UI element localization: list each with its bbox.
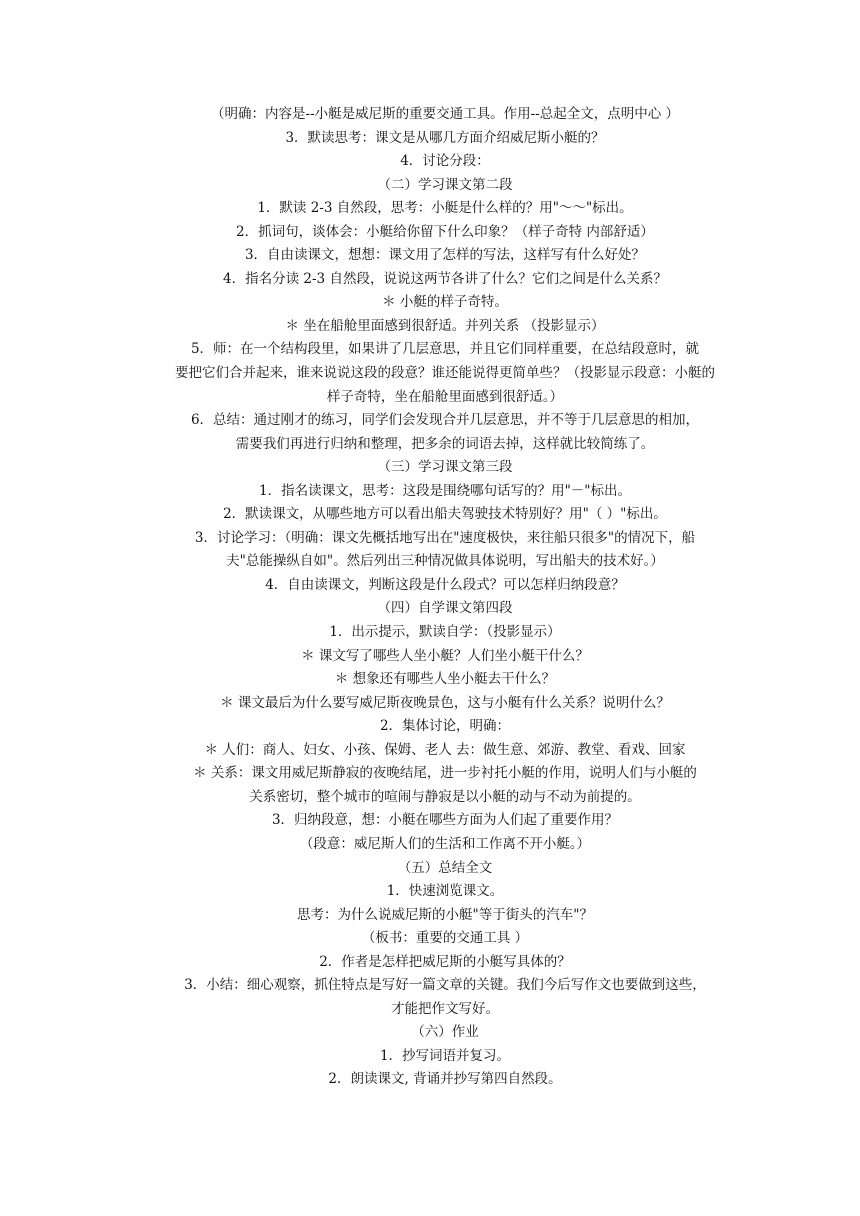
text-line: 4．讨论分段： [400,153,490,170]
text-line: （六）作业 [411,1024,479,1041]
text-line: 2．抓词句，谈体会：小艇给你留下什么印象？（样子奇特 内部舒适） [236,223,654,240]
text-line: 才能把作文写好。 [391,1000,499,1017]
text-line: 思考：为什么说威尼斯的小艇"等于街头的汽车"？ [297,906,593,923]
text-line: 1．快速浏览课文。 [386,883,504,900]
text-line: 3．小结：细心观察，抓住特点是写好一篇文章的关键。我们今后写作文也要做到这些， [184,977,706,994]
text-line: 1．抄写词语并复习。 [379,1047,511,1064]
text-line: 4．指名分读 2-3 自然段，说说这两节各讲了什么？它们之间是什么关系？ [223,270,667,287]
text-line: 样子奇特，坐在船舱里面感到很舒适。） [326,388,564,405]
text-line: 6．总结：通过刚才的练习，同学们会发现合并几层意思，并不等于几层意思的相加， [190,412,700,429]
text-line: ＊ 坐在船舱里面感到很舒适。并列关系 （投影显示） [285,317,605,334]
text-line: ＊ 小艇的样子奇特。 [382,294,508,311]
text-line: ＊ 想象还有哪些人坐小艇去干什么？ [334,671,556,688]
text-line: 2．朗读课文, 背诵并抄写第四自然段。 [328,1071,562,1088]
text-line: 3．归纳段意，想：小艇在哪些方面为人们起了重要作用？ [271,812,619,829]
text-line: 2．作者是怎样把威尼斯的小艇写具体的？ [319,953,571,970]
text-line: 1．默读 2-3 自然段，思考：小艇是什么样的？用"～～"标出。 [257,200,633,217]
text-line: （五）总结全文 [397,859,493,876]
text-line: 1．出示提示，默读自学：（投影显示） [329,624,561,641]
text-line: ＊ 人们：商人、妇女、小孩、保姆、老人 去：做生意、郊游、教堂、看戏、回家 [204,741,686,758]
text-line: 4．自由读课文，判断这段是什么段式？可以怎样归纳段意？ [265,576,625,593]
document-body [0,103,860,1092]
text-line: 要把它们合并起来，谁来说说这段的段意？谁还能说得更简单些？（投影显示段意：小艇的 [175,365,715,382]
text-line: ＊ 课文写了哪些人坐小艇？人们坐小艇干什么？ [301,647,589,664]
text-line: 5．师：在一个结构段里，如果讲了几层意思，并且它们同样重要，在总结段意时，就 [190,341,700,358]
text-line: 2．默读课文，从哪些地方可以看出船夫驾驶技术特别好？用"（ ）"标出。 [223,506,667,523]
text-line: 2．集体讨论，明确： [379,718,511,735]
text-line: 需要我们再进行归纳和整理，把多余的词语去掉，这样就比较简练了。 [235,435,655,452]
text-line: 关系密切，整个城市的喧闹与静寂是以小艇的动与不动为前提的。 [249,788,641,805]
text-line: 1．指名读课文，思考：这段是围绕哪句话写的？用"－"标出。 [258,482,631,499]
text-line: 3．默读思考：课文是从哪几方面介绍威尼斯小艇的？ [285,129,605,146]
text-line: （明确：内容是--小艇是威尼斯的重要交通工具。作用--总起全文，点明中心 ） [210,106,680,122]
text-line: （二）学习课文第二段 [377,176,513,193]
text-line: 3．自由读课文，想想：课文用了怎样的写法，这样写有什么好处？ [244,247,646,264]
text-line: ＊ 关系：课文用威尼斯静寂的夜晚结尾，进一步衬托小艇的作用，说明人们与小艇的 [193,765,697,782]
text-line: （四）自学课文第四段 [377,600,513,617]
text-line: （板书：重要的交通工具 ） [361,930,529,947]
text-line: （三）学习课文第三段 [377,459,513,476]
text-line: ＊ 课文最后为什么要写威尼斯夜晚景色，这与小艇有什么关系？说明什么？ [220,694,670,711]
text-line: （段意：威尼斯人们的生活和工作离不开小艇。） [299,835,591,852]
text-line: 3．讨论学习：（明确：课文先概括地写出在"速度极快，来往船只很多"的情况下，船 [194,529,696,546]
text-line: 夫"总能操纵自如"。然后列出三种情况做具体说明，写出船夫的技术好。） [226,553,664,570]
